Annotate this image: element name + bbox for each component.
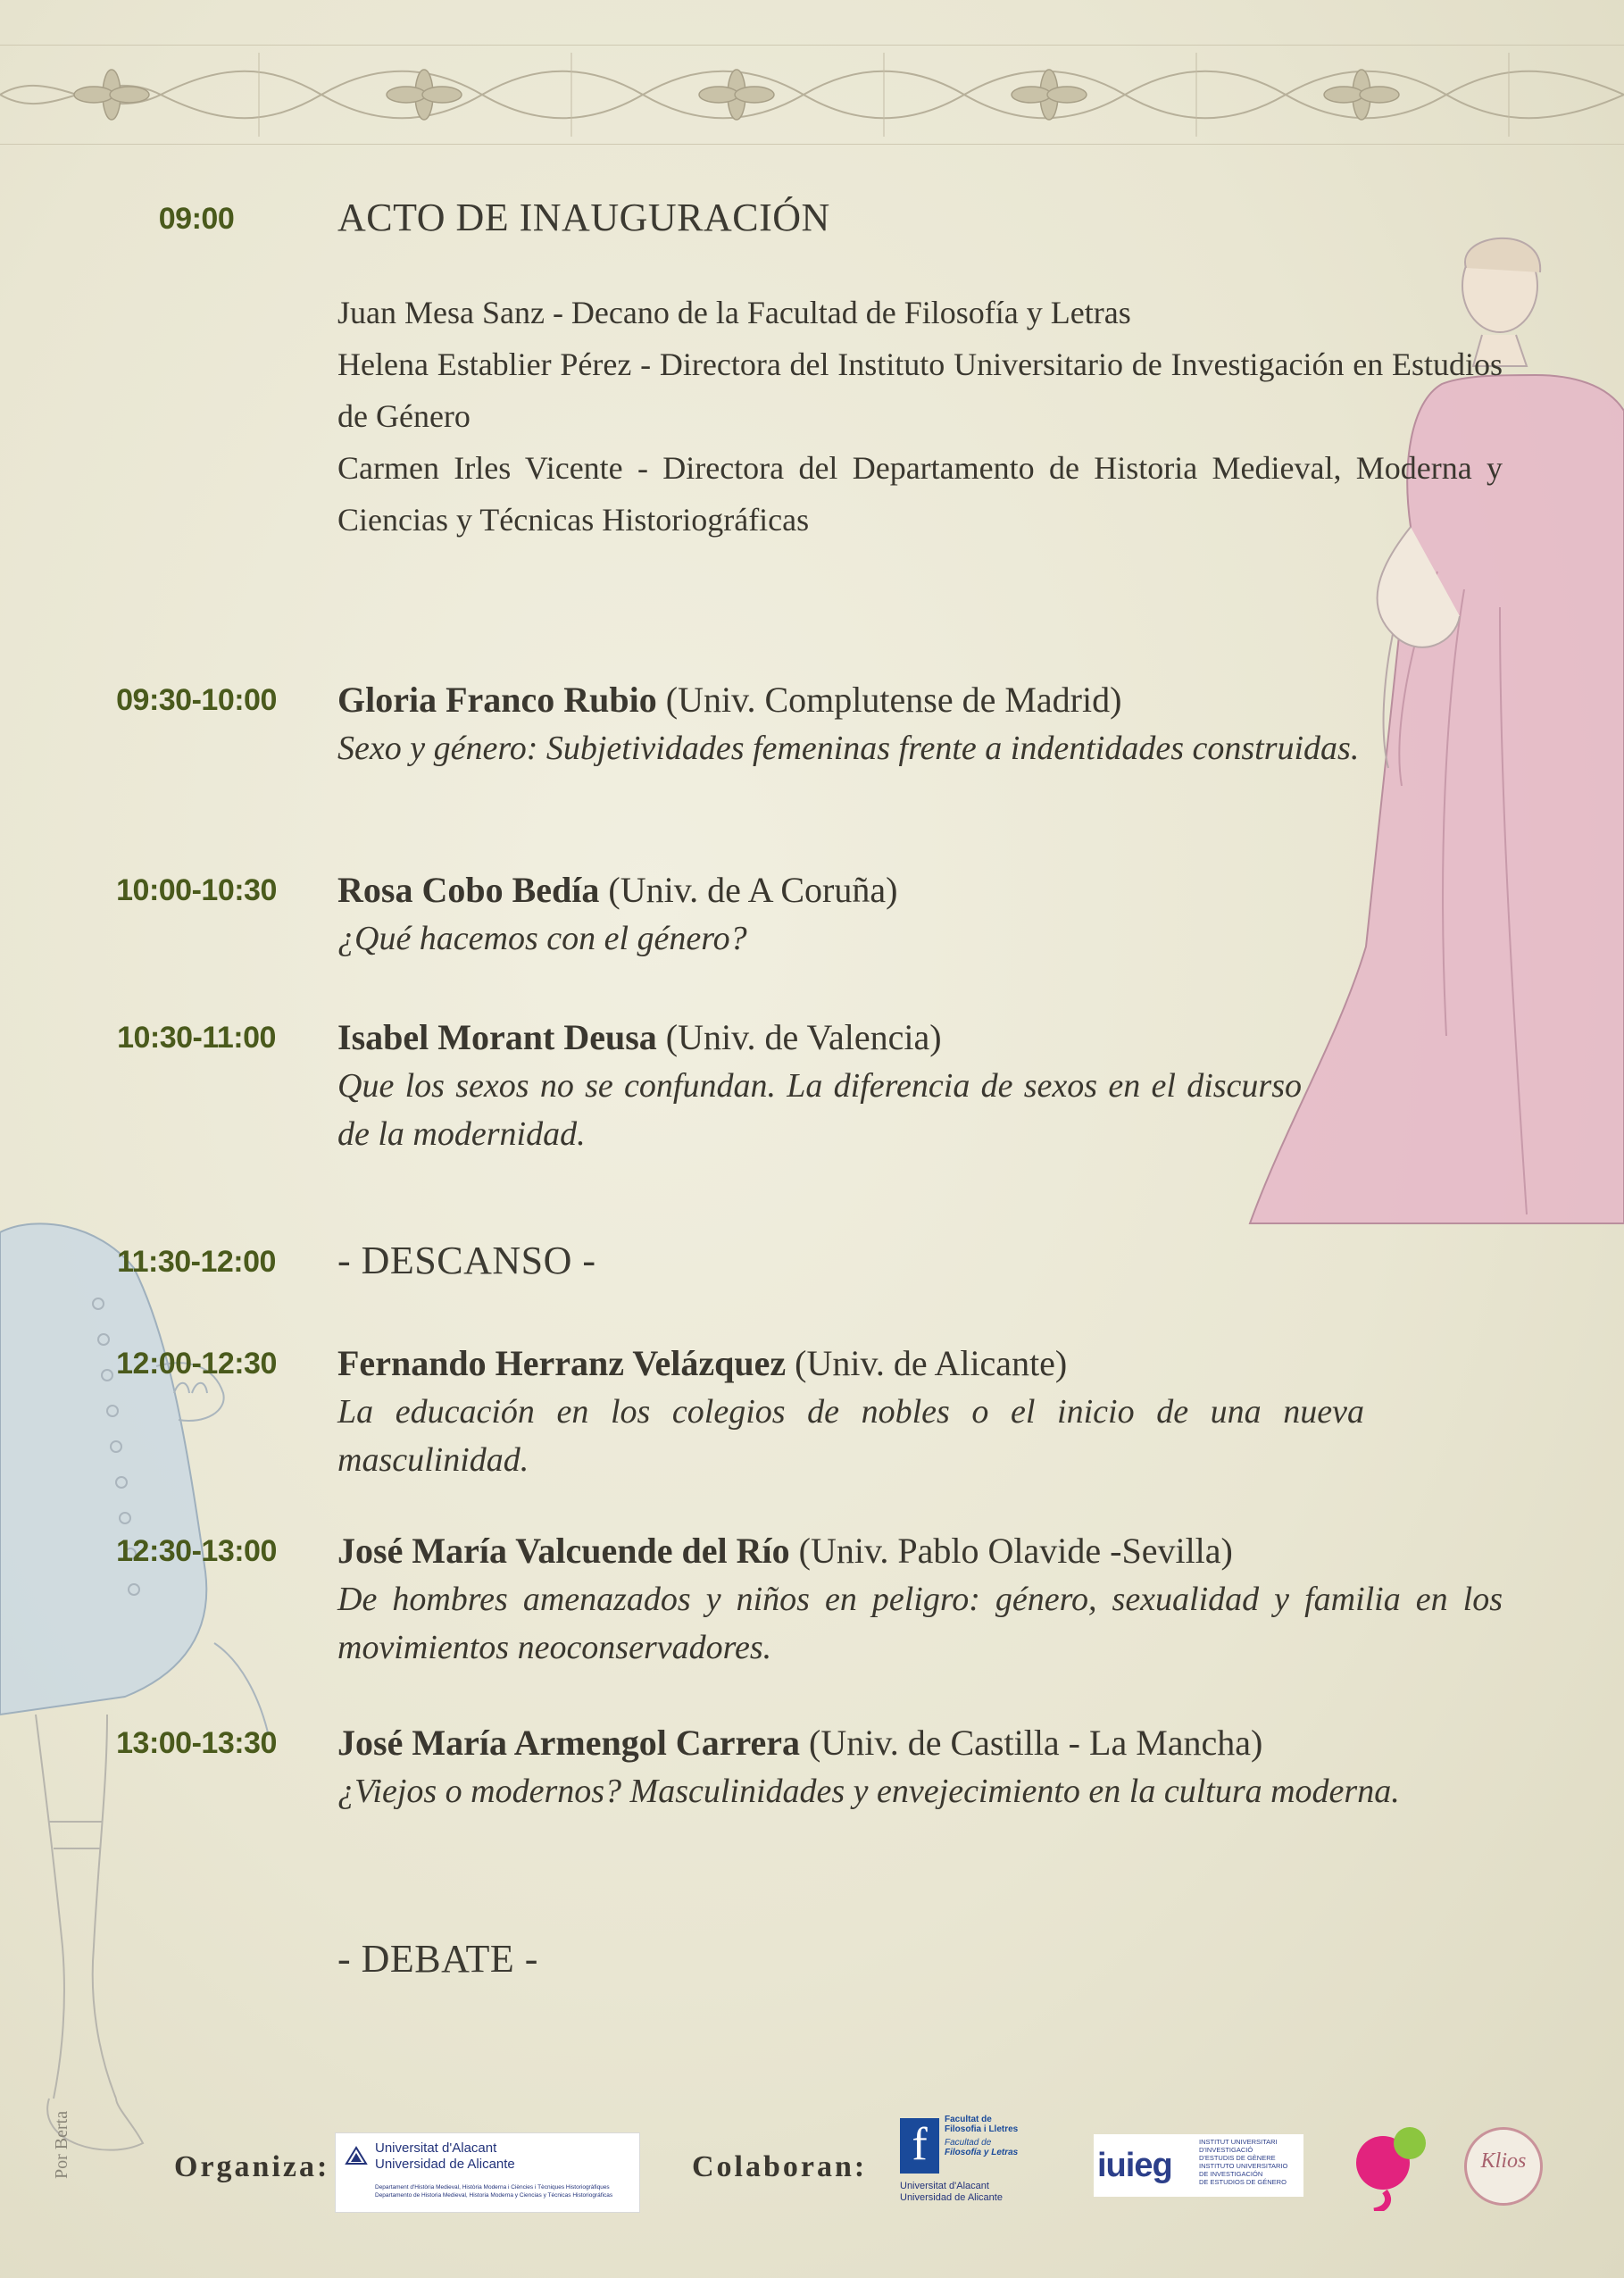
iuieg-line3: D'ESTUDIS DE GÈNERE	[1199, 2154, 1276, 2162]
person-line: Juan Mesa Sanz - Decano de la Facultad de Filosofía y Letras	[337, 295, 1131, 330]
person-line: Helena Establier Pérez - Directora del Instituto Universitario de Investigación en Estudios de Género	[337, 346, 1503, 434]
speaker-line	[337, 866, 1503, 914]
ua-name-valencian: Universitat d'Alacant	[375, 2140, 497, 2156]
ua-triangle-icon	[345, 2146, 368, 2165]
iuieg-logo	[1094, 2134, 1303, 2197]
talk-title: ¿Qué hacemos con el género?	[337, 920, 747, 957]
time-label: 11:30-12:00	[117, 1245, 276, 1279]
talk-title: ¿Viejos o modernos? Masculinidades y envejecimiento en la cultura moderna.	[337, 1773, 1400, 1810]
speaker-name: Isabel Morant Deusa	[337, 1017, 657, 1057]
ua-name-spanish: Universidad de Alicante	[375, 2157, 515, 2172]
iuieg-line1: INSTITUT UNIVERSITARI	[1199, 2138, 1278, 2146]
ua-department-logo	[335, 2132, 640, 2213]
faculty-ua-line2: Universidad de Alicante	[900, 2192, 1003, 2203]
speaker-affiliation: (Univ. Complutense de Madrid)	[656, 680, 1122, 720]
faculty-line1: Facultat de	[945, 2115, 992, 2124]
gender-institute-emblem-icon	[1344, 2122, 1433, 2211]
talk-title: Sexo y género: Subjetividades femeninas frente a indentidades construidas.	[337, 730, 1360, 767]
speaker-line	[337, 1339, 1364, 1388]
speaker-name: Rosa Cobo Bedía	[337, 870, 600, 910]
faculty-f-icon: f	[900, 2118, 939, 2174]
speaker-line	[337, 1527, 1503, 1575]
ua-dept-spanish: Departamento de Historia Medieval, Historia Moderna y Ciencias y Técnicas Historiográficas	[375, 2192, 613, 2199]
speaker-line	[337, 1719, 1503, 1767]
break-heading: - DESCANSO -	[337, 1239, 596, 1282]
speaker-affiliation: (Univ. Pablo Olavide -Sevilla)	[789, 1531, 1233, 1571]
speaker-line	[337, 676, 1503, 724]
ua-dept-valencian: Departament d'Història Medieval, Història Moderna i Ciències i Tècniques Historiogràfiques	[375, 2184, 610, 2190]
speaker-name: José María Armengol Carrera	[337, 1723, 800, 1763]
talk-title: De hombres amenazados y niños en peligro: género, sexualidad y familia en los movimientos neoconservadores.	[337, 1581, 1503, 1666]
speaker-name: Gloria Franco Rubio	[337, 680, 657, 720]
iuieg-mark: iuieg	[1097, 2147, 1172, 2184]
talk-title: La educación en los colegios de nobles o el inicio de una nueva masculinidad.	[337, 1393, 1364, 1479]
speaker-name: José María Valcuende del Río	[337, 1531, 790, 1571]
speaker-name: Fernando Herranz Velázquez	[337, 1343, 787, 1383]
time-label: 09:30-10:00	[116, 683, 277, 717]
time-label: 13:00-13:30	[116, 1726, 277, 1760]
iuieg-line4: INSTITUTO UNIVERSITARIO	[1199, 2162, 1288, 2170]
person-line: Carmen Irles Vicente - Directora del Departamento de Historia Medieval, Moderna y Ciencias y Técnicas Historiográficas	[337, 450, 1503, 538]
speaker-affiliation: (Univ. de A Coruña)	[599, 870, 898, 910]
speaker-affiliation: (Univ. de Castilla - La Mancha)	[800, 1723, 1263, 1763]
organiza-label: Organiza:	[174, 2150, 330, 2183]
time-label: 09:00	[158, 202, 235, 236]
opening-heading: ACTO DE INAUGURACIÓN	[337, 196, 830, 239]
klio-text: Klios	[1480, 2149, 1527, 2173]
faculty-logo	[900, 2113, 1043, 2209]
illustration-credit: Por Berta	[52, 2110, 71, 2179]
iuieg-line2: D'INVESTIGACIÓ	[1199, 2146, 1253, 2154]
time-label: 12:00-12:30	[116, 1347, 277, 1381]
time-label: 10:30-11:00	[117, 1021, 276, 1055]
faculty-line2: Filosofia i Lletres	[945, 2124, 1019, 2134]
speaker-affiliation: (Univ. de Valencia)	[656, 1017, 942, 1057]
klio-logo	[1464, 2127, 1543, 2206]
talk-title: Que los sexos no se confundan. La diferencia de sexos en el discurso de la modernidad.	[337, 1067, 1302, 1153]
iuieg-line5: DE INVESTIGACIÓN	[1199, 2170, 1263, 2178]
opening-people	[337, 287, 1503, 546]
time-label: 12:30-13:00	[116, 1534, 277, 1568]
time-label: 10:00-10:30	[116, 873, 277, 907]
faculty-ua-line1: Universitat d'Alacant	[900, 2181, 989, 2191]
iuieg-line6: DE ESTUDIOS DE GÉNERO	[1199, 2178, 1287, 2186]
faculty-line4: Filosofía y Letras	[945, 2148, 1019, 2157]
speaker-affiliation: (Univ. de Alicante)	[786, 1343, 1068, 1383]
speaker-line	[337, 1014, 1302, 1062]
colaboran-label: Colaboran:	[692, 2150, 868, 2183]
debate-heading: - DEBATE -	[337, 1937, 538, 1981]
faculty-line3: Facultad de	[945, 2138, 992, 2148]
